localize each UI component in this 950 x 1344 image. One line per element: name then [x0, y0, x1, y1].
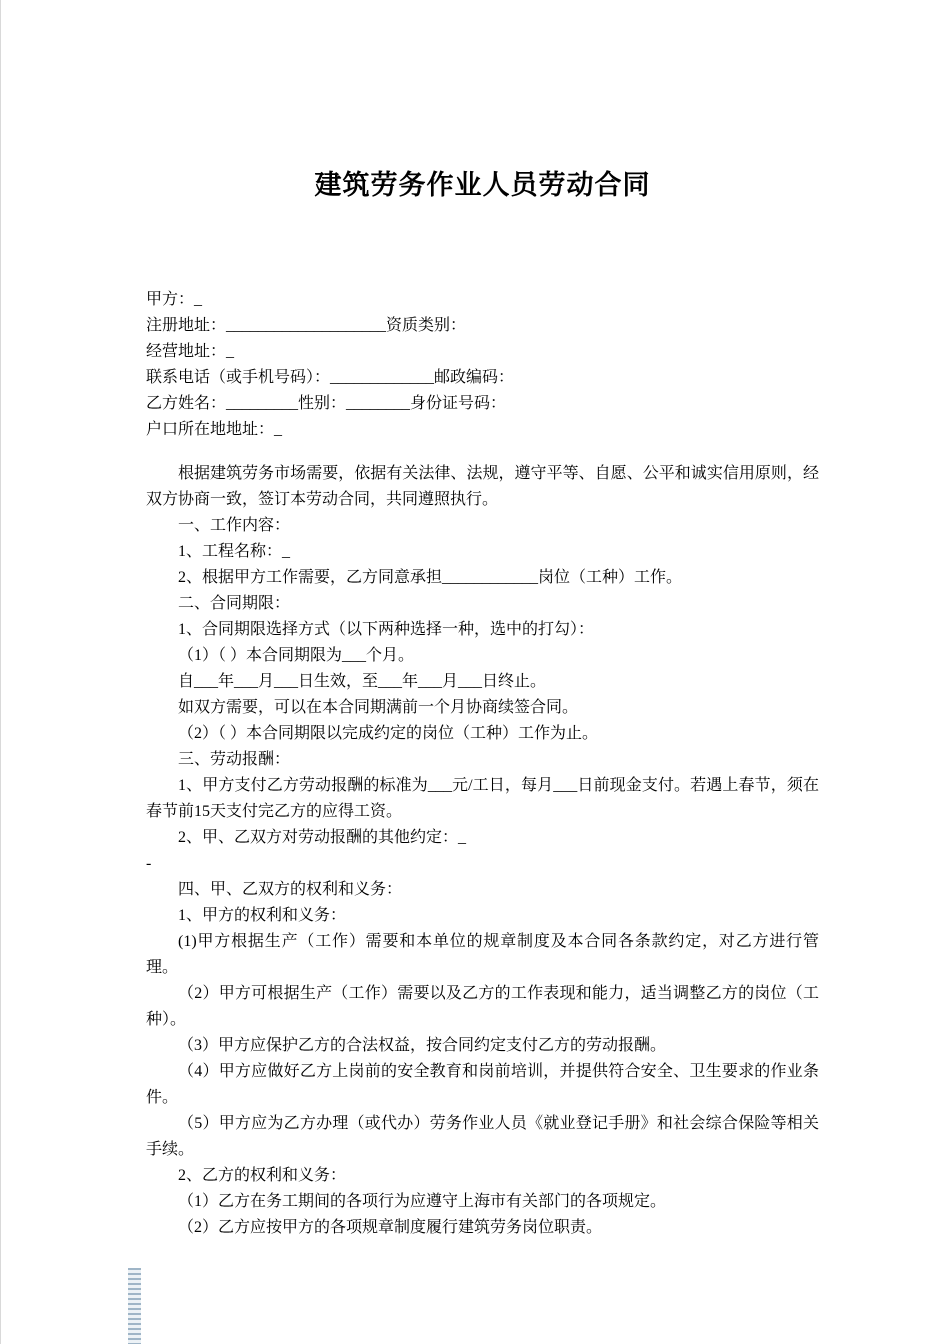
party-a-clause-5: （5）甲方应为乙方办理（或代办）劳务作业人员《就业登记手册》和社会综合保险等相关手续。: [146, 1115, 819, 1158]
project-name-line: 1、工程名称：_: [178, 543, 291, 560]
party-b-name-line: 乙方姓名：_________性别：________身份证号码：: [146, 395, 507, 412]
section-4-heading: 四、甲、乙双方的权利和义务：: [178, 881, 403, 898]
party-b-rights-heading: 2、乙方的权利和义务：: [178, 1167, 347, 1184]
section-1-heading: 一、工作内容：: [178, 517, 291, 534]
party-a-clause-1: (1)甲方根据生产（工作）需要和本单位的规章制度及本合同各条款约定，对乙方进行管理。: [146, 933, 819, 976]
term-dates-line: 自___年___月___日生效，至___年___月___日终止。: [178, 673, 547, 690]
blank-continuation-line: -: [146, 855, 152, 872]
party-a-clause-2: （2）甲方可根据生产（工作）需要以及乙方的工作表现和能力，适当调整乙方的岗位（工种）。: [146, 985, 819, 1028]
page-title: 建筑劳务作业人员劳动合同: [314, 170, 651, 200]
party-b-clause-1: （1）乙方在务工期间的各项行为应遵守上海市有关部门的各项规定。: [178, 1193, 667, 1210]
term-renewal-line: 如双方需要，可以在本合同期满前一个月协商续签合同。: [178, 699, 579, 716]
party-a-clause-4: （4）甲方应做好乙方上岗前的安全教育和岗前培训，并提供符合安全、卫生要求的作业条件。: [146, 1063, 819, 1106]
term-selection-line: 1、合同期限选择方式（以下两种选择一种，选中的打勾）：: [178, 621, 595, 638]
intro-paragraph: 根据建筑劳务市场需要，依据有关法律、法规，遵守平等、自愿、公平和诚实信用原则，经双方协商一致，签订本劳动合同，共同遵照执行。: [146, 465, 819, 508]
job-position-line: 2、根据甲方工作需要，乙方同意承担____________岗位（工种）工作。: [178, 569, 683, 586]
term-option-2-line: （2）（ ）本合同期限以完成约定的岗位（工种）工作为止。: [178, 725, 599, 742]
payment-standard-line: 1、甲方支付乙方劳动报酬的标准为___元/工日，每月___日前现金支付。若遇上春节，须在春节前15天支付完乙方的应得工资。: [146, 777, 819, 820]
contract-page: [1, 0, 950, 1344]
party-a-rights-heading: 1、甲方的权利和义务：: [178, 907, 347, 924]
section-2-heading: 二、合同期限：: [178, 595, 291, 612]
household-address-line: 户口所在地地址：_: [146, 421, 283, 438]
business-address-line: 经营地址：_: [146, 343, 235, 360]
page-corner-artifact: [128, 1268, 141, 1344]
section-3-heading: 三、劳动报酬：: [178, 751, 291, 768]
party-a-line: 甲方：_: [146, 291, 203, 308]
party-b-clause-2: （2）乙方应按甲方的各项规章制度履行建筑劳务岗位职责。: [178, 1219, 603, 1236]
phone-postcode-line: 联系电话（或手机号码）：_____________邮政编码：: [146, 369, 515, 386]
term-option-1-line: （1）（ ）本合同期限为___个月。: [178, 647, 415, 664]
party-a-clause-3: （3）甲方应保护乙方的合法权益，按合同约定支付乙方的劳动报酬。: [178, 1037, 667, 1054]
payment-other-agreement-line: 2、甲、乙双方对劳动报酬的其他约定：_: [178, 829, 467, 846]
registered-address-line: 注册地址：____________________资质类别：: [146, 317, 467, 334]
